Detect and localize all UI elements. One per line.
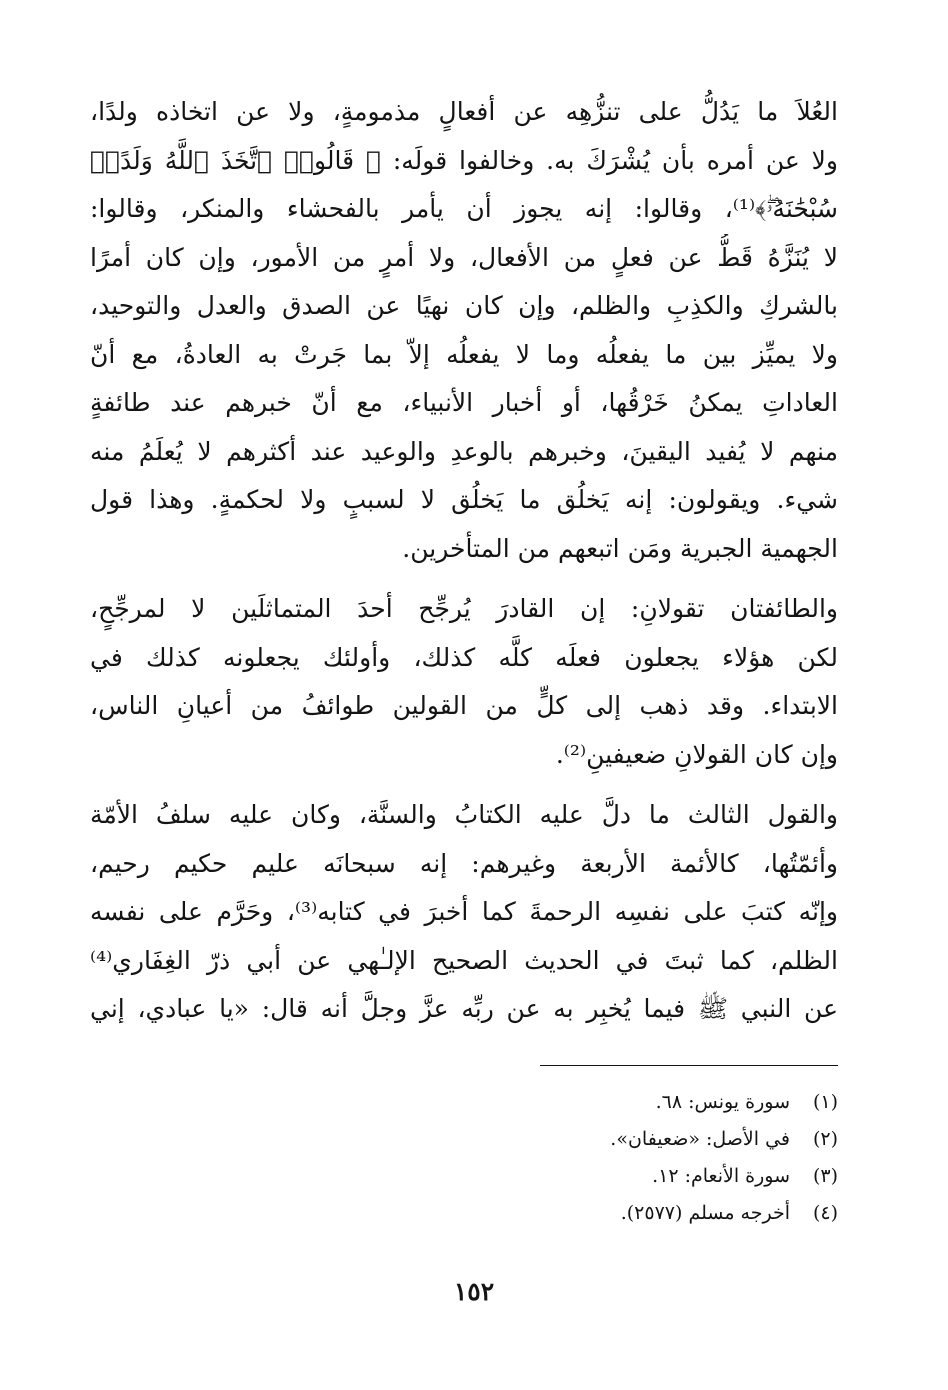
paragraph-1 <box>90 88 838 573</box>
paragraph-2 <box>90 585 838 779</box>
footnote-text: سورة يونس: ٦٨. <box>655 1091 790 1113</box>
text-line: منهم لا يُفيد اليقينَ، وخبرهم بالوعدِ والوعيد عند أكثرهم لا يُعلَمُ منه <box>90 436 838 466</box>
text-line: شيء. ويقولون: إنه يَخلُق ما يَخلُق لا لسببٍ ولا لحكمةٍ. وهذا قول <box>90 485 838 514</box>
footnote-2 <box>90 1121 838 1158</box>
text-line: سُبْحَٰنَهُۥۖ﴾⁽¹⁾، وقالوا: إنه يجوز أن يأمر بالفحشاء والمنكر، وقالوا: <box>90 194 838 223</box>
text-line: لكن هؤلاء يجعلون فعلَه كلَّه كذلك، وأولئك يجعلونه كذلك في <box>90 642 838 672</box>
text-line: وإنّه كتبَ على نفسِه الرحمةَ كما أخبرَ في كتابه⁽³⁾، وحَرَّم على نفسه <box>90 897 838 926</box>
text-line: عن النبي ﷺ فيما يُخبِر به عن ربِّه عزَّ وجلَّ أنه قال: «يا عبادي، إني <box>90 994 838 1023</box>
text-line: وأئمّتُها، كالأئمة الأربعة وغيرهم: إنه سبحانَه عليم حكيم رحيم، <box>90 848 838 878</box>
paragraph-3 <box>90 791 838 1034</box>
text-line: العُلاَ ما يَدُلُّ على تنزُّهِه عن أفعالٍ مذمومةٍ، ولا عن اتخاذه ولدًا، <box>90 97 838 126</box>
footnote-number: (٤) <box>812 1202 838 1224</box>
text-line: ولا عن أمره بأن يُشْرَكَ به. وخالفوا قولَه: ﴿ قَالُوا۟ ٱتَّخَذَ ٱللَّهُ وَلَدًاۗ <box>90 145 838 175</box>
footnote-text: في الأصل: «ضعيفان». <box>610 1128 790 1150</box>
footnote-3 <box>90 1158 838 1195</box>
footnote-text: أخرجه مسلم (٢٥٧٧). <box>620 1202 790 1224</box>
footnote-text: سورة الأنعام: ١٢. <box>652 1165 790 1187</box>
text-line: وإن كان القولانِ ضعيفينِ⁽²⁾. <box>555 739 838 769</box>
page-number: ١٥٢ <box>453 1277 495 1306</box>
text-line: ولا يميِّز بين ما يفعلُه وما لا يفعلُه إلاّ بما جَرتْ به العادةُ، مع أنّ <box>90 339 838 369</box>
text-line: لا يُنَزَّهُ قَطُّ عن فعلٍ من الأفعال، ولا أمرٍ من الأمور، وإن كان أمرًا <box>90 242 838 272</box>
text-line: والطائفتان تقولانِ: إن القادرَ يُرجِّح أحدَ المتماثلَين لا لمرجِّحٍ، <box>90 594 838 623</box>
footnote-1 <box>90 1084 838 1121</box>
text-line: والقول الثالث ما دلَّ عليه الكتابُ والسنَّة، وكان عليه سلفُ الأمّة <box>90 800 838 829</box>
main-text <box>90 88 838 1046</box>
footnote-number: (٢) <box>812 1128 838 1150</box>
text-line: العاداتِ يمكنُ خَرْقُها، أو أخبار الأنبياء، مع أنّ خبرهم عند طائفةٍ <box>90 388 838 417</box>
footnotes <box>90 1084 838 1232</box>
text-line: الابتداء. وقد ذهب إلى كلٍّ من القولين طوائفُ من أعيانِ الناس، <box>90 691 838 720</box>
text-line: الجهمية الجبرية ومَن اتبعهم من المتأخرين. <box>402 533 838 563</box>
footnote-number: (٣) <box>812 1165 838 1187</box>
footnote-number: (١) <box>812 1091 838 1113</box>
text-line: الظلم، كما ثبتَ في الحديث الصحيح الإلـٰهي عن أبي ذرّ الغِفَاري⁽⁴⁾ <box>90 945 838 975</box>
text-line: بالشركِ والكذِبِ والظلم، وإن كان نهيًا عن الصدق والعدل والتوحيد، <box>90 291 838 320</box>
footnote-4 <box>90 1195 838 1232</box>
footnote-divider <box>540 1065 838 1066</box>
